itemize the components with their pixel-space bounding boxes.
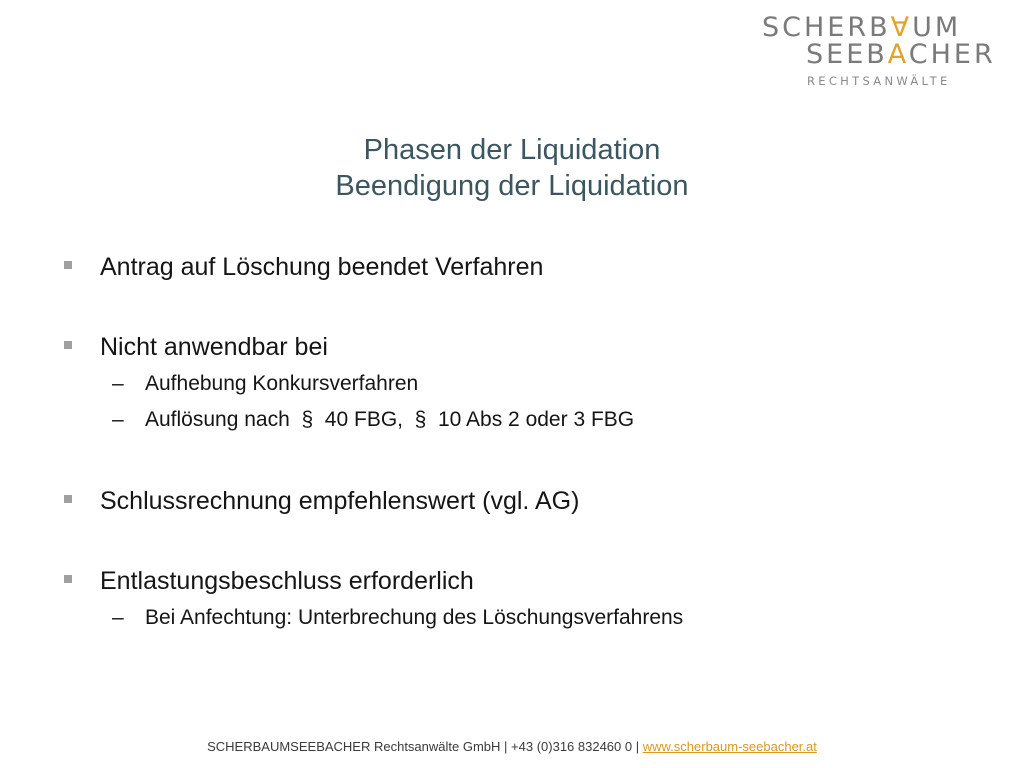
- spacer: [62, 438, 962, 482]
- logo-accent-letter: ∀: [890, 12, 913, 43]
- bullet-item: [62, 482, 962, 520]
- spacer: [62, 520, 962, 562]
- sub-bullet-item: [62, 402, 962, 438]
- spacer: [62, 286, 962, 328]
- footer-separator: |: [500, 739, 512, 754]
- logo-tagline: RECHTSANWÄLTE: [807, 74, 951, 88]
- logo-text-part: CHER: [908, 39, 996, 70]
- slide-footer: [0, 739, 1024, 754]
- footer-separator: |: [632, 739, 643, 754]
- bullet-text: Schlussrechnung empfehlenswert (vgl. AG): [100, 487, 580, 515]
- slide-title: [0, 132, 1024, 204]
- square-bullet-icon: [64, 341, 72, 349]
- slide-content: [62, 248, 962, 636]
- square-bullet-icon: [64, 575, 72, 583]
- square-bullet-icon: [64, 261, 72, 269]
- dash-icon: –: [112, 606, 124, 629]
- company-logo: [760, 12, 1000, 92]
- logo-line-seebacher: [806, 39, 996, 70]
- sub-bullet-text: Auflösung nach § 40 FBG, § 10 Abs 2 oder 3 FBG: [145, 408, 635, 431]
- square-bullet-icon: [64, 495, 72, 503]
- logo-accent-letter: A: [887, 39, 909, 70]
- bullet-text: Antrag auf Löschung beendet Verfahren: [100, 253, 544, 281]
- sub-bullet-text: Aufhebung Konkursverfahren: [145, 372, 419, 395]
- title-line-1: Phasen der Liquidation: [363, 134, 661, 166]
- bullet-item: [62, 562, 962, 600]
- website-link[interactable]: www.scherbaum-seebacher.at: [642, 739, 817, 754]
- title-line-2: Beendigung der Liquidation: [335, 170, 689, 202]
- logo-text-part: SEEB: [806, 39, 888, 70]
- sub-bullet-item: [62, 366, 962, 402]
- sub-bullet-item: [62, 600, 962, 636]
- logo-text-part: SCHERB: [762, 12, 891, 43]
- dash-icon: –: [112, 372, 124, 395]
- dash-icon: –: [112, 408, 124, 431]
- bullet-item: [62, 328, 962, 366]
- bullet-text: Nicht anwendbar bei: [100, 333, 328, 361]
- bullet-item: [62, 248, 962, 286]
- logo-text-part: UM: [912, 12, 962, 43]
- bullet-text: Entlastungsbeschluss erforderlich: [100, 567, 474, 595]
- footer-company: SCHERBAUMSEEBACHER Rechtsanwälte GmbH: [207, 739, 501, 754]
- sub-bullet-text: Bei Anfechtung: Unterbrechung des Löschungsverfahrens: [145, 606, 684, 629]
- footer-phone: +43 (0)316 832460 0: [511, 739, 633, 754]
